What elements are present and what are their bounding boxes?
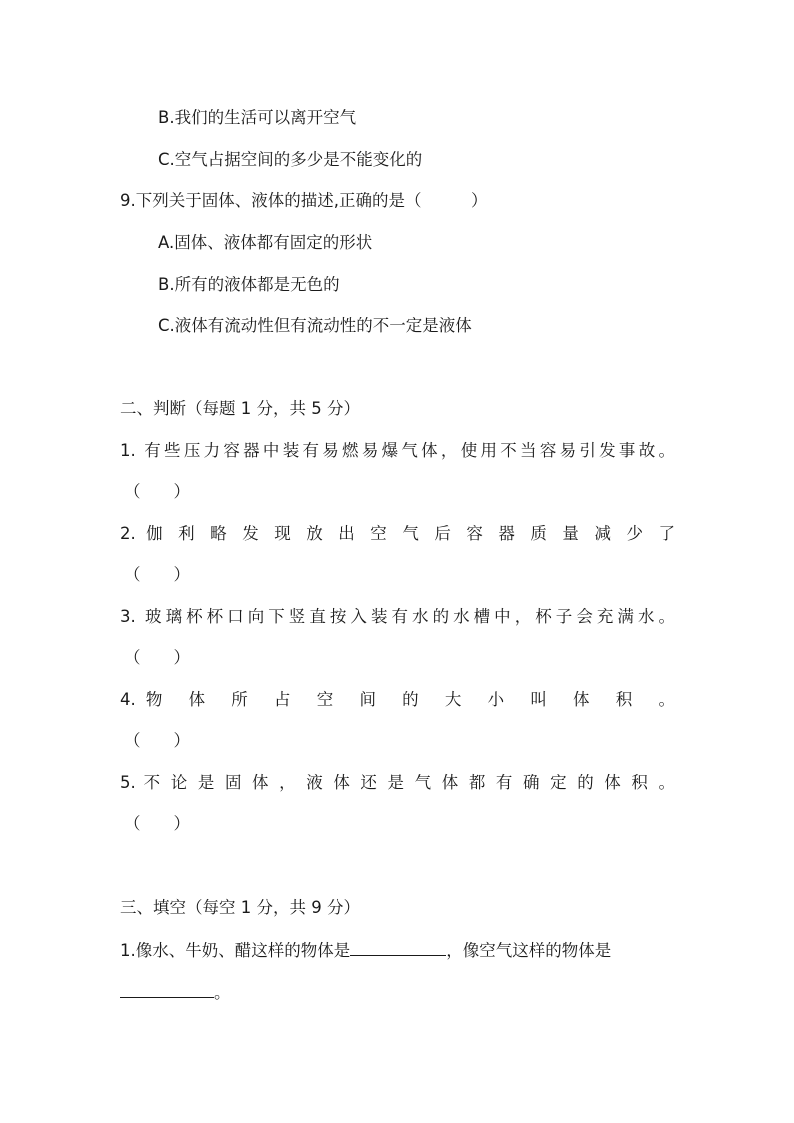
q9-option-a: A.固体、液体都有固定的形状 <box>158 233 373 252</box>
judge-item-1: 1. 有些压力容器中装有易燃易爆气体，使用不当容易引发事故。 <box>120 441 675 460</box>
judge-item-4: 4. 物 体 所 占 空 间 的 大 小 叫 体 积 。 <box>120 690 675 709</box>
fill-question-1 <box>120 939 611 962</box>
fill-question-1-cont <box>120 981 231 1004</box>
section3-heading: 三、填空（每空 1 分，共 9 分） <box>120 898 360 917</box>
judge-item-4-bracket: （ ） <box>124 731 190 750</box>
q9-option-c: C.液体有流动性但有流动性的不一定是液体 <box>158 316 472 335</box>
section2-heading: 二、判断（每题 1 分，共 5 分） <box>120 399 360 418</box>
fill-blank-2[interactable] <box>120 981 214 998</box>
fill-q1-text-2: ，像空气这样的物体是 <box>446 941 612 960</box>
fill-blank-1[interactable] <box>350 939 446 956</box>
judge-item-3-bracket: （ ） <box>124 648 190 667</box>
q8-option-b: B.我们的生活可以离开空气 <box>158 108 357 127</box>
judge-item-3: 3. 玻璃杯杯口向下竖直按入装有水的水槽中，杯子会充满水。 <box>120 607 675 626</box>
q8-option-c: C.空气占据空间的多少是不能变化的 <box>158 150 423 169</box>
judge-item-2: 2. 伽 利 略 发 现 放 出 空 气 后 容 器 质 量 减 少 了 <box>120 524 675 543</box>
judge-item-2-bracket: （ ） <box>124 565 190 584</box>
judge-item-1-bracket: （ ） <box>124 482 190 501</box>
judge-item-5-bracket: （ ） <box>124 814 190 833</box>
fill-q1-end: 。 <box>214 983 231 1002</box>
q9-stem: 9.下列关于固体、液体的描述,正确的是（ ） <box>120 191 488 210</box>
judge-item-5: 5. 不 论 是 固 体 ， 液 体 还 是 气 体 都 有 确 定 的 体 积 。 <box>120 773 675 792</box>
fill-q1-text-1: 1.像水、牛奶、醋这样的物体是 <box>120 941 351 960</box>
q9-option-b: B.所有的液体都是无色的 <box>158 275 340 294</box>
